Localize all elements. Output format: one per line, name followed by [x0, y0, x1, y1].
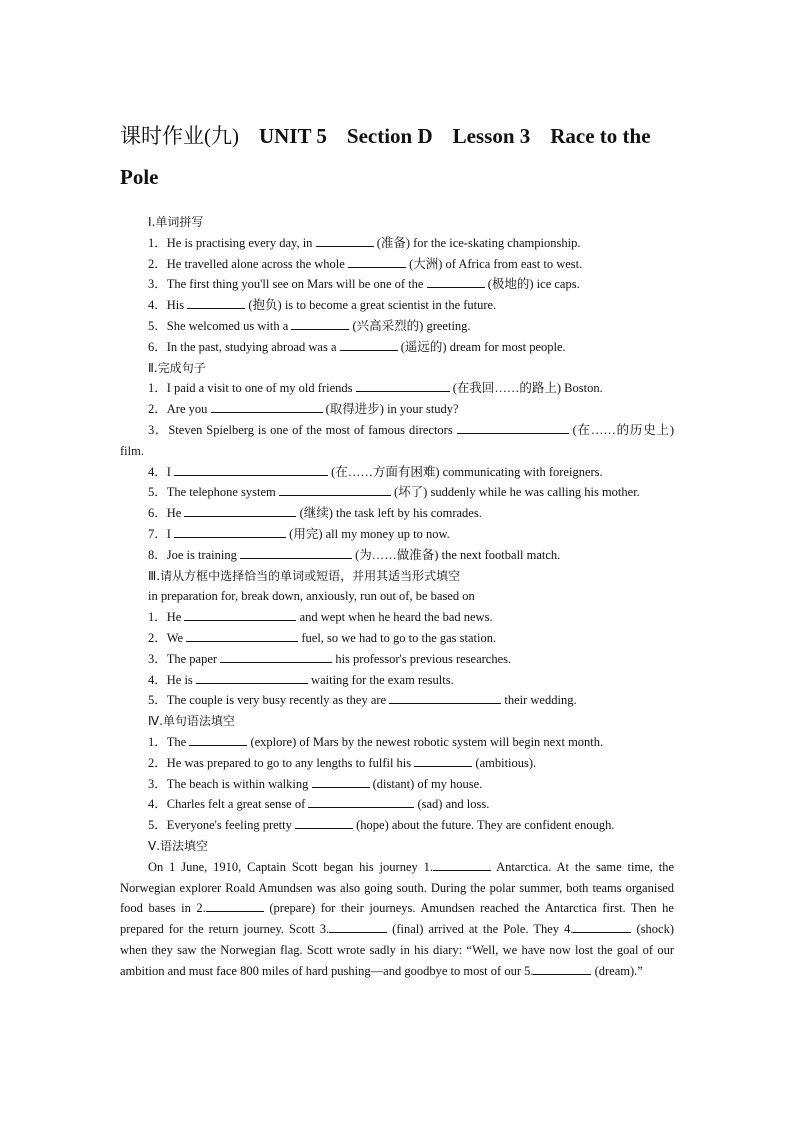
answer-blank[interactable] — [174, 463, 328, 476]
list-item: 3．The first thing you'll see on Mars will be one of the (极地的) ice caps. — [148, 277, 580, 292]
list-item: 4．His (抱负) is to become a great scientist in the future. — [148, 298, 497, 313]
list-item: 2．He was prepared to go to any lengths to fulfil his (ambitious). — [148, 755, 537, 770]
list-item: 1．I paid a visit to one of my old friends (在我回……的路上) Boston. — [148, 381, 603, 396]
list-item: 4．He is waiting for the exam results. — [148, 672, 454, 687]
title-cn: 课时作业(九) — [120, 124, 239, 148]
list-item: 4．Charles felt a great sense of (sad) and loss. — [148, 797, 490, 812]
list-item: 2．We fuel, so we had to go to the gas station. — [148, 630, 497, 645]
answer-blank[interactable] — [312, 775, 370, 788]
list-item: 1．He is practising every day, in (准备) for the ice-skating championship. — [148, 235, 581, 250]
section-heading-4: Ⅳ.单句语法填空 — [148, 714, 235, 729]
list-item: 5．Everyone's feeling pretty (hope) about the future. They are confident enough. — [148, 818, 615, 833]
word-box: in preparation for, break down, anxiously, run out of, be based on — [148, 589, 475, 604]
answer-blank[interactable] — [189, 733, 247, 746]
list-item: 2．Are you (取得进步) in your study? — [148, 402, 459, 417]
answer-blank[interactable] — [184, 504, 296, 517]
answer-blank[interactable] — [316, 234, 374, 247]
answer-blank[interactable] — [533, 962, 591, 975]
section-heading-5: Ⅴ.语法填空 — [148, 838, 209, 853]
list-item: 3．The beach is within walking (distant) of my house. — [148, 776, 483, 791]
list-item: 5．The couple is very busy recently as they are their wedding. — [148, 693, 577, 708]
title-topic: Race to the Pole — [120, 124, 651, 189]
list-item: 6．In the past, studying abroad was a (遥远的) dream for most people. — [148, 339, 566, 354]
answer-blank[interactable] — [389, 691, 501, 704]
answer-blank[interactable] — [433, 858, 491, 871]
answer-blank[interactable] — [279, 483, 391, 496]
list-item: 5．She welcomed us with a (兴高采烈的) greeting. — [148, 318, 471, 333]
list-item: 6．He (继续) the task left by his comrades. — [148, 506, 482, 521]
answer-blank[interactable] — [240, 546, 352, 559]
title-section: Section D — [346, 124, 433, 148]
list-item: 5．The telephone system (坏了) suddenly while he was calling his mother. — [148, 485, 640, 500]
list-item: 1．The (explore) of Mars by the newest robotic system will begin next month. — [148, 734, 604, 749]
list-item: 1．He and wept when he heard the bad news. — [148, 610, 493, 625]
cloze-passage: On 1 June, 1910, Captain Scott began his journey 1. Antarctica. At the same time, the Norwegian explorer Roald Amundsen was also going south. During the polar summer, both teams organised food bases in 2. (prepare) for their journeys. Amundsen reached the Antarctica first. Then he prepared for the return journey. Scott 3. (final) arrived at the Pole. They 4. (shock) when they saw the Norwegian flag. Scott wrote sadly in his diary: “Well, we have now lost the goal of our ambition and must face 800 miles of hard pushing—and goodbye to most of our 5. (dream).” — [120, 859, 674, 978]
section-heading-1: Ⅰ.单词拼写 — [148, 215, 204, 229]
worksheet — [120, 116, 674, 981]
answer-blank[interactable] — [206, 899, 264, 912]
answer-blank[interactable] — [220, 650, 332, 663]
answer-blank[interactable] — [187, 296, 245, 309]
answer-blank[interactable] — [184, 608, 296, 621]
answer-blank[interactable] — [196, 671, 308, 684]
answer-blank[interactable] — [414, 754, 472, 767]
answer-blank[interactable] — [291, 317, 349, 330]
section-heading-2: Ⅱ.完成句子 — [148, 360, 206, 375]
title-lesson: Lesson 3 — [452, 124, 531, 148]
answer-blank[interactable] — [356, 379, 450, 392]
answer-blank[interactable] — [457, 421, 569, 434]
answer-blank[interactable] — [186, 629, 298, 642]
list-item: 2．He travelled alone across the whole (大洲) of Africa from east to west. — [148, 256, 583, 271]
answer-blank[interactable] — [329, 920, 387, 933]
answer-blank[interactable] — [174, 525, 286, 538]
answer-blank[interactable] — [211, 400, 323, 413]
list-item: 4．I (在……方面有困难) communicating with foreigners. — [148, 464, 603, 479]
answer-blank[interactable] — [427, 275, 485, 288]
list-item: 7．I (用完) all my money up to now. — [148, 526, 450, 541]
answer-blank[interactable] — [295, 816, 353, 829]
answer-blank[interactable] — [308, 795, 414, 808]
list-item: 3．The paper his professor's previous researches. — [148, 651, 512, 666]
answer-blank[interactable] — [573, 920, 631, 933]
answer-blank[interactable] — [348, 255, 406, 268]
list-item: 8．Joe is training (为……做准备) the next football match. — [148, 547, 561, 562]
answer-blank[interactable] — [340, 338, 398, 351]
section-heading-3: Ⅲ.请从方框中选择恰当的单词或短语，并用其适当形式填空 — [148, 568, 461, 583]
list-item: 3．Steven Spielberg is one of the most of famous directors (在……的历史上) film. — [120, 422, 674, 458]
page-title — [120, 116, 674, 198]
title-unit: UNIT 5 — [259, 124, 327, 148]
